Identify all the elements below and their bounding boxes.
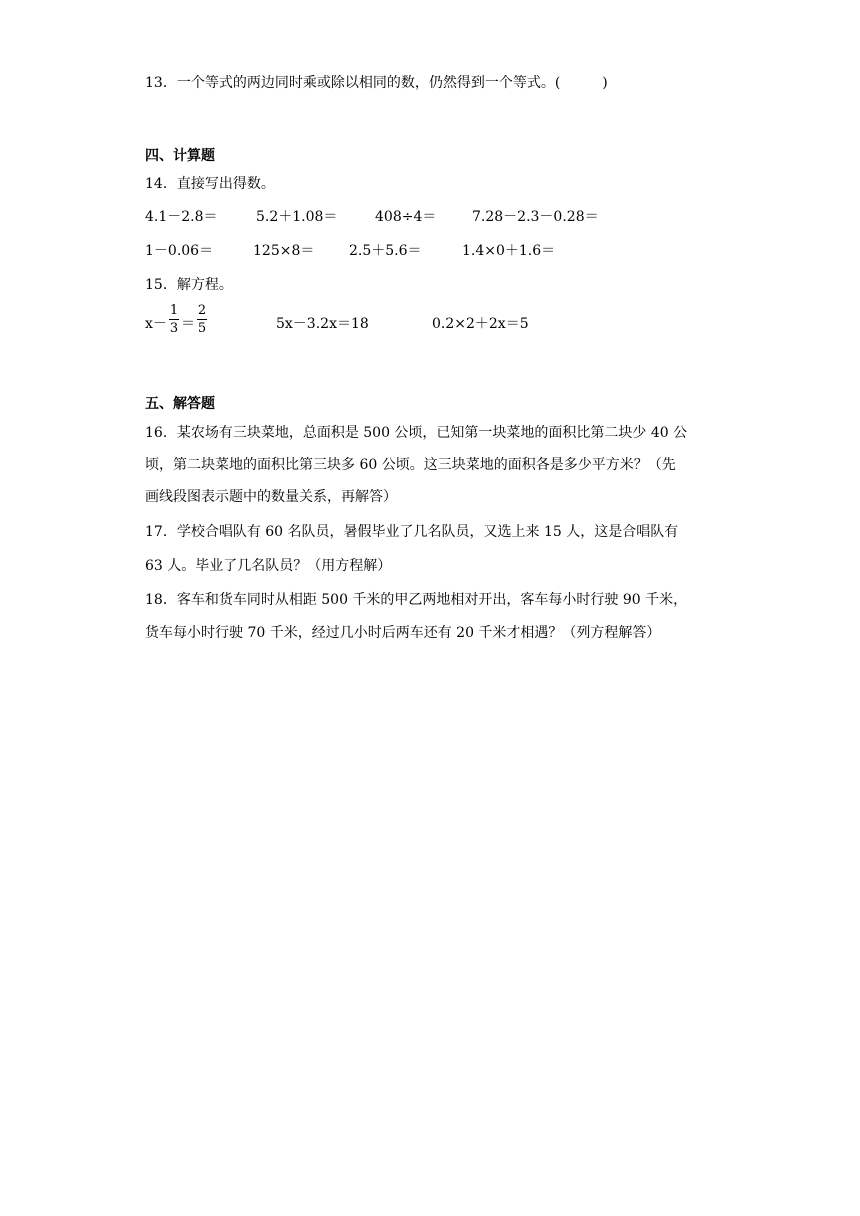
question-18-line: 18．客车和货车同时从相距 500 千米的甲乙两地相对开出，客车每小时行驶 90 千米， [145, 592, 688, 608]
question-15-prompt: 15．解方程。 [145, 277, 233, 293]
calc-item: 2.5＋5.6＝ [349, 243, 422, 259]
section-5-heading: 五、解答题 [145, 396, 215, 412]
question-16-line: 16．某农场有三块菜地，总面积是 500 公顷，已知第一块菜地的面积比第二块少 40 公 [145, 425, 688, 441]
calc-item: 4.1－2.8＝ [145, 209, 218, 225]
fraction-two-fifths: 2 5 [197, 303, 207, 336]
equation-1-equals: ＝ [181, 316, 195, 332]
equation-2: 5x－3.2x＝18 [276, 316, 369, 332]
question-17-line: 63 人。毕业了几名队员？（用方程解） [145, 558, 392, 574]
question-17-line: 17．学校合唱队有 60 名队员，暑假毕业了几名队员，又选上来 15 人，这是合唱队有 [145, 524, 679, 540]
question-16-line: 顷，第二块菜地的面积比第三块多 60 公顷。这三块菜地的面积各是多少平方米？（先 [145, 457, 676, 473]
question-14-prompt: 14．直接写出得数。 [145, 176, 275, 192]
calc-item: 1.4×0＋1.6＝ [462, 243, 556, 259]
calc-item: 7.28－2.3－0.28＝ [472, 209, 599, 225]
question-16-line: 画线段图表示题中的数量关系，再解答） [145, 489, 397, 505]
fraction-one-third: 1 3 [169, 303, 179, 336]
equation-1-left: x－ [145, 316, 167, 332]
calc-item: 5.2＋1.08＝ [256, 209, 338, 225]
question-13: 13．一个等式的两边同时乘或除以相同的数，仍然得到一个等式。( ) [145, 75, 608, 91]
question-18-line: 货车每小时行驶 70 千米，经过几小时后两车还有 20 千米才相遇？（列方程解答） [145, 625, 661, 641]
section-4-heading: 四、计算题 [145, 148, 215, 164]
calc-item: 408÷4＝ [375, 209, 437, 225]
equation-3: 0.2×2＋2x＝5 [432, 316, 529, 332]
calc-item: 1－0.06＝ [145, 243, 214, 259]
calc-item: 125×8＝ [253, 243, 315, 259]
